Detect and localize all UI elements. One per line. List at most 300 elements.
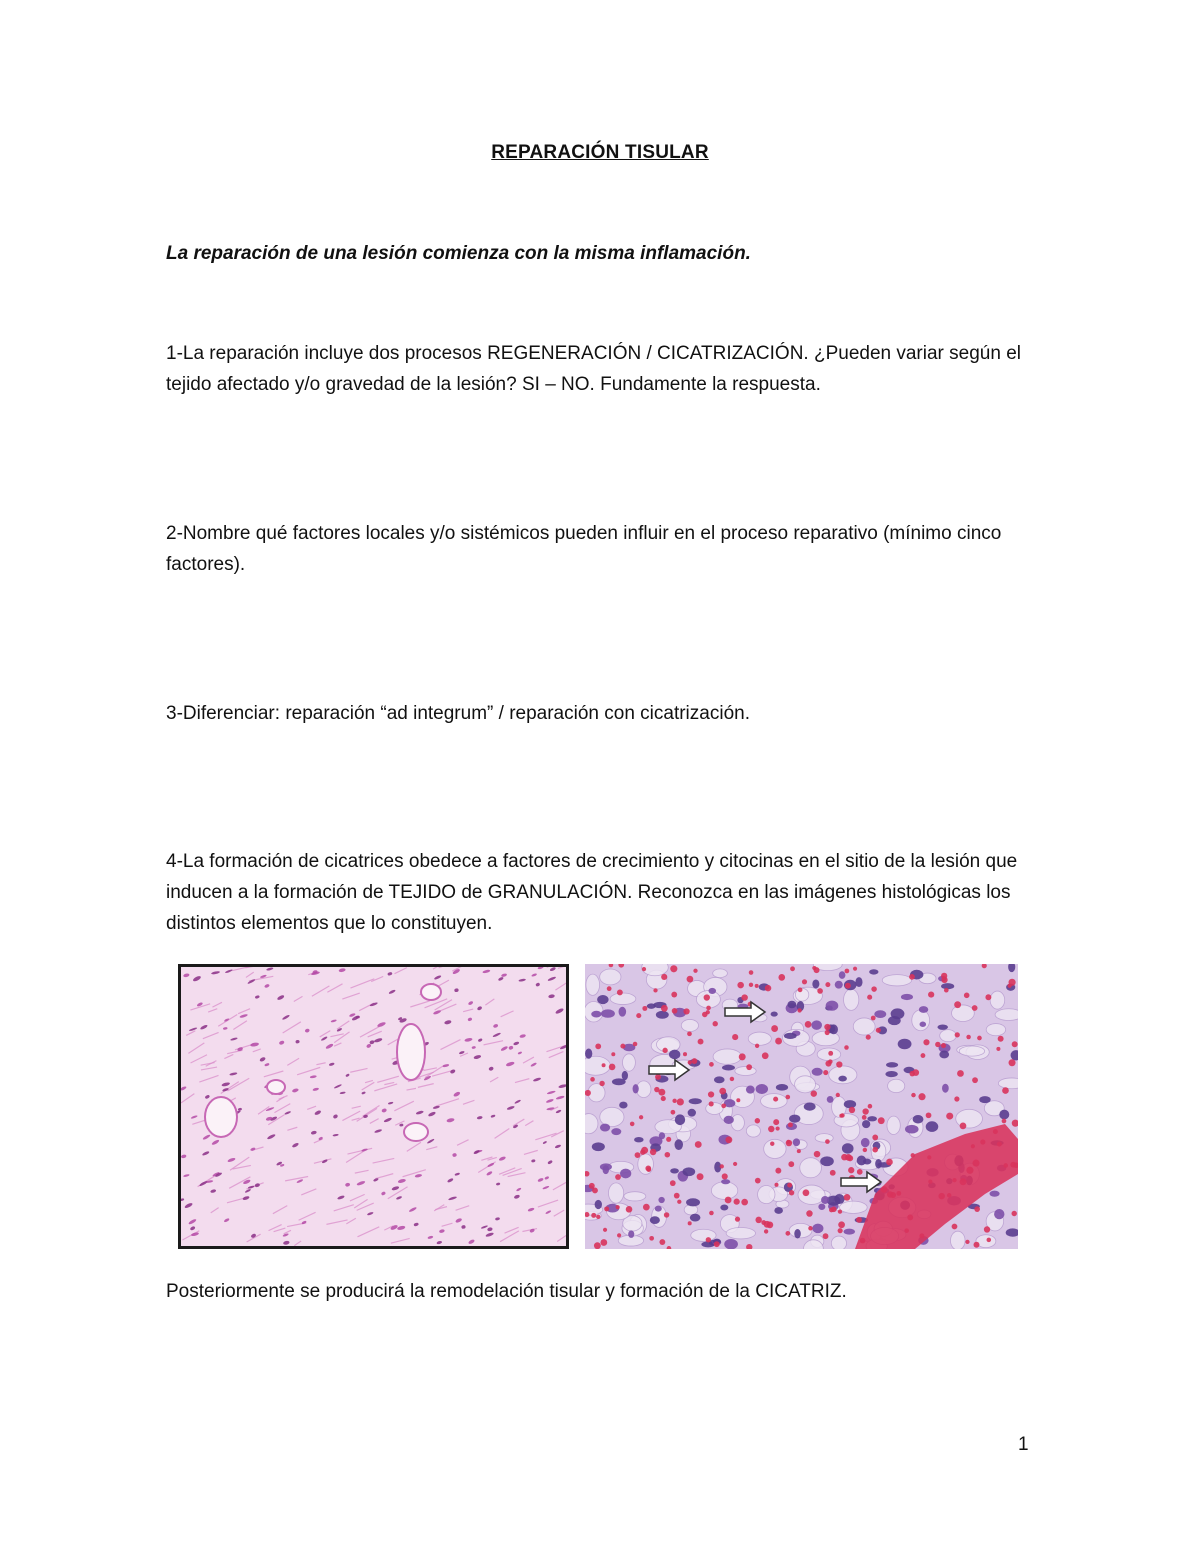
red-blood-cell: [838, 1209, 842, 1213]
nucleus: [820, 1156, 834, 1166]
nucleus: [655, 1206, 662, 1212]
red-blood-cell: [844, 1045, 849, 1050]
nucleus: [592, 1142, 605, 1151]
nucleus: [990, 1191, 1000, 1197]
cell-outline: [800, 1158, 822, 1178]
red-blood-cell: [808, 1226, 812, 1230]
nucleus: [898, 1039, 912, 1049]
question-2: 2-Nombre qué factores locales y/o sistémicos pueden influir en el proceso reparativo (mínimo cinco factores).: [166, 523, 1002, 575]
red-blood-cell: [797, 1008, 801, 1012]
red-blood-cell: [585, 1090, 591, 1096]
nucleus: [827, 1096, 834, 1103]
red-blood-cell: [762, 1052, 769, 1059]
vessel: [267, 1080, 285, 1094]
nucleus: [776, 1084, 788, 1091]
red-blood-cell: [706, 1237, 711, 1242]
nucleus: [784, 1033, 797, 1039]
red-blood-cell: [677, 1098, 684, 1105]
cell-outline: [990, 991, 1005, 1009]
red-blood-cell: [964, 993, 970, 999]
red-blood-cell: [814, 967, 820, 973]
nucleus: [682, 1167, 695, 1176]
red-blood-cell: [755, 984, 759, 988]
nucleus: [585, 1048, 592, 1058]
cell-outline: [798, 1185, 825, 1204]
histology-image-left: [178, 964, 569, 1249]
nucleus: [862, 1120, 870, 1128]
cell-outline: [623, 1054, 636, 1071]
red-blood-cell: [650, 1149, 656, 1155]
nucleus: [620, 1169, 631, 1179]
red-blood-cell: [773, 1097, 778, 1102]
histology-image-right: [585, 964, 1018, 1249]
red-blood-cell: [952, 1224, 958, 1230]
cell-outline: [986, 1024, 1005, 1036]
red-blood-cell: [1011, 1211, 1016, 1216]
cell-outline: [764, 1139, 786, 1158]
red-blood-cell: [649, 1236, 654, 1241]
red-blood-cell: [664, 1212, 669, 1217]
red-blood-cell: [965, 1240, 969, 1244]
red-blood-cell: [923, 1039, 929, 1045]
red-blood-cell: [688, 1221, 692, 1225]
cell-outline: [882, 975, 911, 986]
cell-outline: [853, 1018, 875, 1035]
red-blood-cell: [714, 1241, 720, 1247]
nucleus: [942, 1084, 949, 1093]
question-3: 3-Diferenciar: reparación “ad integrum” / reparación con cicatrización.: [166, 703, 750, 724]
cell-outline: [795, 1076, 816, 1093]
red-blood-cell: [737, 982, 743, 988]
red-blood-cell: [773, 1119, 779, 1125]
red-blood-cell: [677, 1200, 681, 1204]
red-blood-cell: [911, 1093, 916, 1098]
red-blood-cell: [868, 1104, 873, 1109]
red-blood-cell: [725, 1197, 732, 1204]
red-blood-cell: [688, 1060, 692, 1064]
red-blood-cell: [825, 982, 830, 987]
nucleus: [869, 969, 878, 974]
red-blood-cell: [693, 969, 697, 973]
nucleus: [746, 1086, 755, 1094]
red-blood-cell: [594, 1242, 601, 1249]
nucleus: [926, 1121, 939, 1132]
red-blood-cell: [871, 986, 877, 992]
question-1: 1-La reparación incluye dos procesos REGENERACIÓN / CICATRIZACIÓN. ¿Pueden variar según el tejido afectado y/o gravedad de la lesión? SI – NO. Fundamente la respuesta.: [166, 343, 1021, 395]
red-blood-cell: [866, 1035, 871, 1040]
nucleus: [656, 1011, 669, 1019]
red-blood-cell: [600, 1239, 607, 1246]
nucleus: [787, 1001, 796, 1008]
red-blood-cell: [719, 1088, 726, 1095]
red-blood-cell: [774, 1183, 778, 1187]
red-blood-cell: [641, 1147, 648, 1154]
red-blood-cell: [785, 1231, 790, 1236]
red-blood-cell: [863, 1148, 867, 1152]
red-blood-cell: [935, 1042, 940, 1047]
red-blood-cell: [755, 1178, 761, 1184]
document-title: REPARACIÓN TISULAR: [491, 142, 709, 163]
red-blood-cell: [785, 1095, 790, 1100]
nucleus: [756, 1084, 768, 1094]
cell-outline: [600, 1107, 624, 1126]
cell-outline: [815, 1134, 833, 1143]
red-blood-cell: [672, 1099, 676, 1103]
red-blood-cell: [761, 1220, 766, 1225]
red-blood-cell: [847, 1155, 853, 1161]
cell-outline: [600, 969, 621, 985]
red-blood-cell: [683, 1052, 687, 1056]
red-blood-cell: [944, 988, 949, 993]
nucleus: [979, 1096, 990, 1103]
nucleus: [714, 1076, 725, 1083]
nucleus: [855, 977, 862, 987]
red-blood-cell: [620, 1044, 625, 1049]
red-blood-cell: [604, 1206, 609, 1211]
nucleus: [999, 1110, 1009, 1120]
red-blood-cell: [616, 1205, 620, 1209]
red-blood-cell: [698, 1039, 704, 1045]
cell-outline: [748, 1032, 771, 1045]
red-blood-cell: [670, 1180, 676, 1186]
red-blood-cell: [972, 1077, 978, 1083]
red-blood-cell: [706, 1006, 711, 1011]
vessel: [404, 1123, 428, 1141]
red-blood-cell: [630, 1122, 635, 1127]
red-blood-cell: [972, 1005, 978, 1011]
red-blood-cell: [697, 1173, 704, 1180]
red-blood-cell: [786, 1140, 790, 1144]
red-blood-cell: [633, 1042, 638, 1047]
nucleus: [708, 988, 716, 994]
red-blood-cell: [805, 1021, 812, 1028]
red-blood-cell: [764, 1229, 768, 1233]
red-blood-cell: [867, 995, 872, 1000]
red-blood-cell: [825, 1139, 830, 1144]
cell-outline: [713, 969, 728, 978]
red-blood-cell: [798, 987, 803, 992]
nucleus: [821, 1196, 829, 1204]
red-blood-cell: [591, 1213, 596, 1218]
red-blood-cell: [658, 1089, 665, 1096]
red-blood-cell: [872, 1147, 878, 1153]
red-blood-cell: [736, 1098, 740, 1102]
red-blood-cell: [639, 1115, 643, 1119]
red-blood-cell: [755, 1118, 760, 1123]
red-blood-cell: [692, 1058, 698, 1064]
red-blood-cell: [817, 988, 823, 994]
red-blood-cell: [732, 1034, 738, 1040]
red-blood-cell: [803, 1189, 810, 1196]
red-blood-cell: [655, 1074, 661, 1080]
cell-outline: [761, 1094, 788, 1109]
nucleus: [658, 1197, 664, 1203]
cell-outline: [998, 1078, 1018, 1089]
red-blood-cell: [849, 1107, 855, 1113]
page-number: 1: [1018, 1434, 1029, 1455]
red-blood-cell: [746, 1064, 752, 1070]
nucleus: [595, 1200, 602, 1209]
red-blood-cell: [741, 994, 747, 1000]
red-blood-cell: [592, 1188, 598, 1194]
red-blood-cell: [910, 1071, 916, 1077]
nucleus: [812, 1068, 823, 1076]
nucleus: [838, 1076, 846, 1082]
red-blood-cell: [790, 966, 795, 971]
nucleus: [844, 1100, 856, 1108]
red-blood-cell: [789, 1190, 794, 1195]
vessel: [397, 1024, 425, 1080]
red-blood-cell: [845, 969, 850, 974]
red-blood-cell: [787, 1183, 792, 1188]
red-blood-cell: [635, 1152, 641, 1158]
red-blood-cell: [825, 1060, 831, 1066]
red-blood-cell: [788, 1161, 794, 1167]
red-blood-cell: [974, 1242, 980, 1248]
red-blood-cell: [954, 1001, 961, 1008]
red-blood-cell: [720, 1164, 724, 1168]
red-blood-cell: [771, 1025, 778, 1032]
nucleus: [794, 1229, 801, 1239]
red-blood-cell: [755, 1044, 759, 1048]
red-blood-cell: [590, 1077, 595, 1082]
red-blood-cell: [653, 988, 657, 992]
nucleus: [591, 1011, 601, 1018]
cell-outline: [713, 1049, 742, 1064]
red-blood-cell: [670, 965, 677, 972]
red-blood-cell: [960, 1123, 967, 1130]
nucleus: [994, 1209, 1004, 1219]
cell-outline: [706, 1103, 723, 1115]
red-blood-cell: [941, 977, 947, 983]
red-blood-cell: [662, 1048, 667, 1053]
red-blood-cell: [770, 1142, 774, 1146]
nucleus: [812, 979, 819, 988]
red-blood-cell: [977, 1036, 982, 1041]
nucleus: [919, 1006, 928, 1013]
nucleus: [722, 1065, 735, 1071]
cell-outline: [789, 1223, 812, 1238]
nucleus: [721, 1179, 730, 1184]
red-blood-cell: [862, 1115, 867, 1120]
nucleus: [793, 1138, 800, 1146]
nucleus: [839, 971, 846, 979]
nucleus: [669, 1050, 680, 1060]
red-blood-cell: [722, 1173, 728, 1179]
cell-outline: [959, 1046, 984, 1056]
cell-outline: [888, 1079, 905, 1092]
red-blood-cell: [607, 986, 612, 991]
red-blood-cell: [765, 985, 771, 991]
red-blood-cell: [709, 1211, 714, 1216]
cell-outline: [735, 1066, 756, 1075]
red-blood-cell: [797, 1149, 801, 1153]
nucleus: [600, 1124, 610, 1132]
nucleus: [937, 1024, 947, 1029]
red-blood-cell: [671, 992, 677, 998]
nucleus: [675, 1114, 685, 1125]
red-blood-cell: [645, 1165, 651, 1171]
cell-outline: [995, 1009, 1018, 1021]
cell-outline: [887, 1116, 900, 1134]
red-blood-cell: [672, 1008, 678, 1014]
red-blood-cell: [838, 1221, 845, 1228]
nucleus: [619, 1102, 627, 1109]
red-blood-cell: [674, 1193, 680, 1199]
red-blood-cell: [695, 1141, 702, 1148]
nucleus: [611, 1128, 621, 1135]
red-blood-cell: [778, 974, 785, 981]
nucleus: [690, 1214, 701, 1222]
red-blood-cell: [713, 1021, 718, 1026]
nucleus: [891, 1008, 905, 1019]
nucleus: [901, 994, 913, 1000]
nucleus: [688, 1109, 696, 1117]
cell-outline: [691, 1229, 716, 1241]
red-blood-cell: [775, 1168, 781, 1174]
nucleus: [939, 1051, 949, 1059]
red-blood-cell: [955, 1032, 960, 1037]
nucleus: [612, 1078, 626, 1085]
red-blood-cell: [609, 1064, 616, 1071]
red-blood-cell: [824, 1024, 830, 1030]
stroma-background: [181, 967, 566, 1246]
red-blood-cell: [595, 1043, 601, 1049]
cell-outline: [681, 1019, 698, 1031]
red-blood-cell: [1002, 1119, 1007, 1124]
nucleus: [834, 1194, 844, 1204]
red-blood-cell: [636, 1013, 641, 1018]
red-blood-cell: [802, 979, 807, 984]
cell-outline: [586, 974, 600, 995]
nucleus: [689, 1098, 702, 1104]
cell-outline: [912, 1010, 930, 1031]
red-blood-cell: [830, 1170, 836, 1176]
red-blood-cell: [1008, 984, 1012, 988]
nucleus: [674, 1139, 682, 1150]
nucleus: [771, 1012, 778, 1017]
nucleus: [905, 1125, 919, 1134]
cell-outline: [610, 993, 636, 1005]
red-blood-cell: [872, 1135, 878, 1141]
cell-outline: [746, 1125, 760, 1137]
nucleus: [844, 1229, 856, 1235]
red-blood-cell: [671, 1110, 676, 1115]
red-blood-cell: [603, 1228, 607, 1232]
red-blood-cell: [776, 1126, 780, 1130]
cell-outline: [624, 1192, 646, 1201]
red-blood-cell: [709, 1101, 714, 1106]
cell-outline: [585, 1056, 610, 1075]
nucleus: [804, 1103, 816, 1111]
cell-outline: [831, 1236, 846, 1249]
red-blood-cell: [918, 1093, 925, 1100]
cell-outline: [940, 1030, 957, 1042]
cell-outline: [844, 989, 859, 1010]
nucleus: [619, 1007, 627, 1017]
red-blood-cell: [642, 1006, 647, 1011]
cell-outline: [711, 1182, 737, 1200]
red-blood-cell: [825, 1030, 830, 1035]
nucleus: [861, 1138, 870, 1147]
red-blood-cell: [985, 994, 991, 1000]
red-blood-cell: [755, 1217, 761, 1223]
red-blood-cell: [599, 1081, 604, 1086]
red-blood-cell: [741, 1199, 748, 1206]
red-blood-cell: [1009, 1059, 1016, 1066]
nucleus: [811, 1020, 822, 1029]
nucleus: [920, 1022, 927, 1027]
red-blood-cell: [814, 1151, 821, 1158]
red-blood-cell: [626, 1206, 633, 1213]
nucleus: [874, 1010, 886, 1018]
red-blood-cell: [661, 974, 667, 980]
red-blood-cell: [704, 994, 710, 1000]
nucleus: [686, 1198, 700, 1206]
red-blood-cell: [702, 1012, 707, 1017]
red-blood-cell: [928, 991, 934, 997]
nucleus: [875, 1159, 882, 1169]
red-blood-cell: [665, 1152, 671, 1158]
nucleus: [628, 1230, 634, 1238]
nucleus: [650, 1216, 660, 1224]
nucleus: [724, 1239, 738, 1249]
nucleus: [826, 1001, 839, 1011]
nucleus: [720, 1205, 728, 1211]
red-blood-cell: [848, 1167, 854, 1173]
question-4: 4-La formación de cicatrices obedece a factores de crecimiento y citocinas en el sitio de la lesión que inducen a la formación de TEJIDO de GRANULACIÓN. Reconozca en las imágenes histológicas los distintos elementos que lo constituyen.: [166, 851, 1018, 934]
red-blood-cell: [957, 1070, 964, 1077]
cell-outline: [840, 1201, 868, 1213]
red-blood-cell: [775, 1038, 782, 1045]
nucleus: [622, 1071, 628, 1080]
red-blood-cell: [596, 1215, 600, 1219]
red-blood-cell: [806, 1210, 812, 1216]
cell-outline: [731, 1115, 744, 1131]
red-blood-cell: [966, 1035, 970, 1039]
red-blood-cell: [659, 1239, 665, 1245]
red-blood-cell: [838, 1228, 843, 1233]
nucleus: [600, 1163, 612, 1170]
red-blood-cell: [730, 1077, 734, 1081]
intro-statement: La reparación de una lesión comienza con la misma inflamación.: [166, 243, 751, 264]
red-blood-cell: [946, 1113, 953, 1120]
red-blood-cell: [643, 1204, 650, 1211]
red-blood-cell: [984, 1226, 990, 1232]
nucleus: [812, 1224, 823, 1233]
red-blood-cell: [615, 1174, 621, 1180]
nucleus: [724, 1116, 734, 1124]
nucleus: [601, 1009, 615, 1017]
histology-right-graphic: [585, 964, 1018, 1249]
red-blood-cell: [987, 1238, 992, 1243]
red-blood-cell: [788, 1122, 793, 1127]
red-blood-cell: [768, 1126, 774, 1132]
red-blood-cell: [831, 1206, 837, 1212]
red-blood-cell: [734, 1199, 740, 1205]
cell-outline: [950, 1231, 965, 1249]
red-blood-cell: [683, 1008, 689, 1014]
red-blood-cell: [856, 1217, 862, 1223]
nucleus: [867, 1116, 877, 1121]
cell-outline: [656, 1037, 680, 1052]
red-blood-cell: [811, 1090, 817, 1096]
red-blood-cell: [661, 1005, 668, 1012]
red-blood-cell: [871, 1016, 876, 1021]
red-blood-cell: [687, 1031, 692, 1036]
red-blood-cell: [1012, 1041, 1018, 1047]
red-blood-cell: [921, 1053, 926, 1058]
